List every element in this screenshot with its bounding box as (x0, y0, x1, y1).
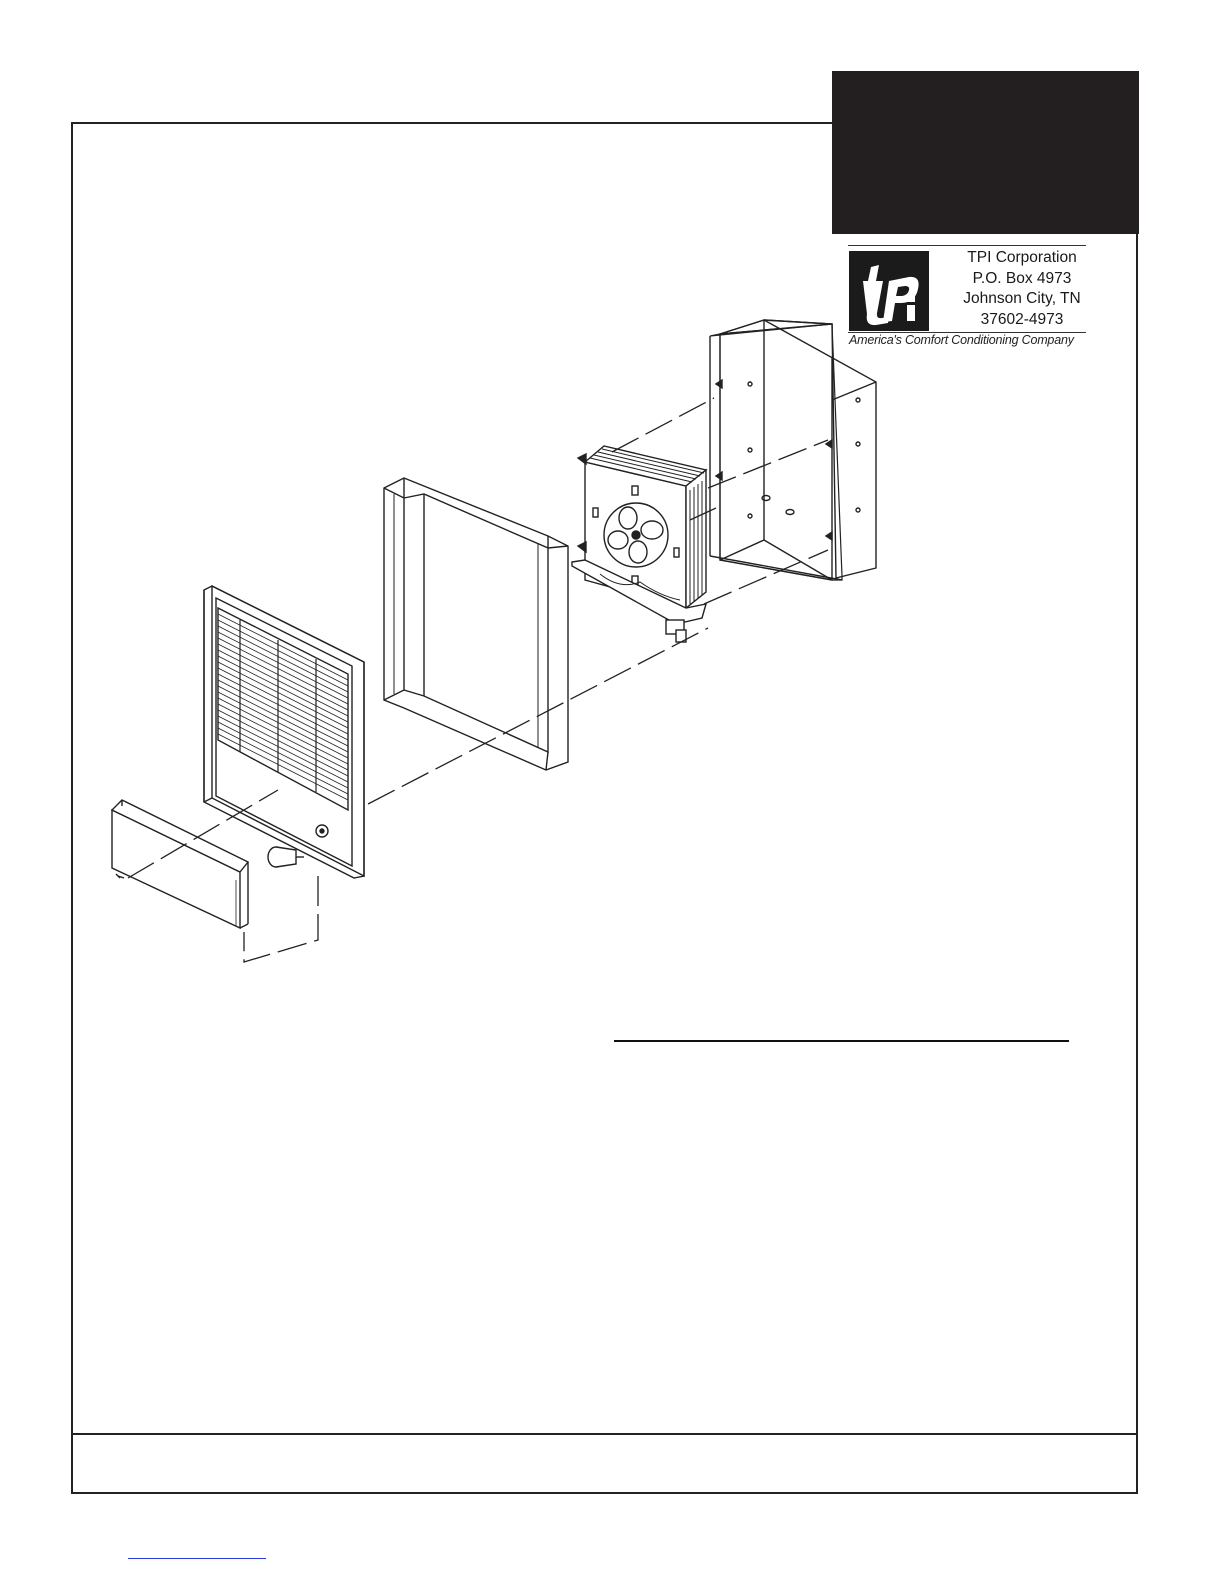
company-zip: 37602-4973 (980, 310, 1064, 328)
grille-front-panel (204, 586, 364, 878)
screw (116, 874, 124, 878)
company-po-box: P.O. Box 4973 (972, 269, 1072, 287)
company-tagline: America's Comfort Conditioning Company (849, 333, 1074, 347)
footer-link-underline[interactable] (128, 1558, 266, 1559)
wall-box (710, 320, 876, 580)
company-city: Johnson City, TN (963, 290, 1081, 307)
company-name: TPI Corporation (967, 249, 1077, 266)
section-divider (614, 1040, 1069, 1042)
trim-frame (384, 478, 568, 770)
heater-fan-assembly (572, 446, 706, 642)
